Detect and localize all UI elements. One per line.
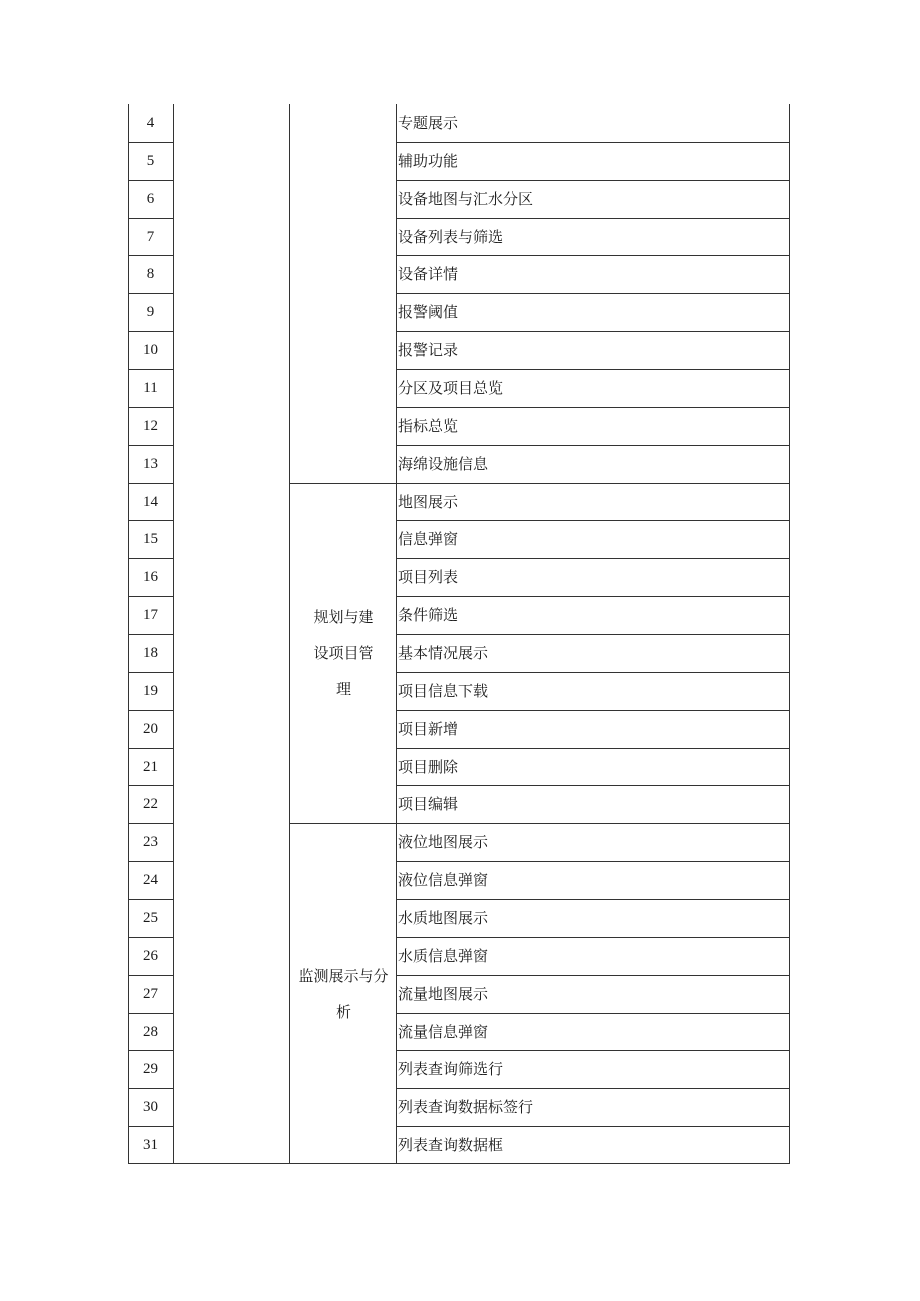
function-name: 报警记录 [398,341,459,360]
function-name: 指标总览 [398,416,459,435]
function-name: 设备列表与筛选 [398,227,504,246]
submodule-label-line: 监测展示与分 [298,966,389,985]
function-name: 地图展示 [398,492,459,511]
row-number: 19 [143,682,158,699]
group-divider [289,823,397,824]
function-name: 项目删除 [398,757,459,776]
function-name: 流量信息弹窗 [398,1022,489,1041]
row-number: 16 [143,569,158,586]
function-table [128,104,790,1164]
function-name: 设备详情 [398,265,459,284]
row-number: 27 [143,985,158,1002]
function-name: 分区及项目总览 [398,378,504,397]
row-number: 12 [143,417,158,434]
function-name: 列表查询筛选行 [398,1060,504,1079]
row-number: 9 [146,304,155,321]
row-number: 14 [143,493,158,510]
row-number: 11 [143,379,158,396]
function-name: 设备地图与汇水分区 [398,189,534,208]
function-name: 水质信息弹窗 [398,946,489,965]
function-name: 项目编辑 [398,795,459,814]
row-number: 24 [143,872,158,889]
function-name: 项目新增 [398,719,459,738]
row-number: 4 [146,115,155,131]
submodule-label-line: 规划与建 [313,607,374,626]
function-name: 报警阈值 [398,303,459,322]
row-number: 31 [143,1137,158,1154]
function-name: 基本情况展示 [398,643,489,662]
row-number: 22 [143,796,158,813]
row-number: 26 [143,947,158,964]
row-number: 29 [143,1061,158,1078]
function-name: 专题展示 [398,114,459,132]
submodule-label-line: 理 [335,679,351,698]
row-number: 8 [146,266,155,283]
function-name: 项目列表 [398,568,459,587]
submodule-label [291,599,396,707]
submodule-label [291,958,396,1030]
function-name: 信息弹窗 [398,530,459,549]
row-number: 15 [143,531,158,548]
submodule-label-line: 设项目管 [313,643,374,662]
row-number: 23 [143,834,158,851]
group-divider [289,483,397,484]
row-number: 13 [143,455,158,472]
row-number: 28 [143,1023,158,1040]
function-name: 项目信息下载 [398,681,489,700]
row-number: 30 [143,1099,158,1116]
column-divider-2 [289,104,290,1164]
function-name: 液位地图展示 [398,833,489,852]
submodule-label-line: 析 [335,1002,351,1021]
function-name: 水质地图展示 [398,908,489,927]
row-number: 5 [146,152,155,169]
function-name: 液位信息弹窗 [398,871,489,890]
function-name: 列表查询数据标签行 [398,1098,534,1117]
row-number: 7 [146,228,155,245]
function-name: 列表查询数据框 [398,1136,504,1155]
row-number: 10 [143,342,158,359]
function-name: 条件筛选 [398,606,459,625]
row-number: 17 [143,607,158,624]
function-name: 海绵设施信息 [398,454,489,473]
row-number: 20 [143,720,158,737]
row-number: 25 [143,909,158,926]
function-name: 流量地图展示 [398,984,489,1003]
row-number: 21 [143,758,158,775]
function-name: 辅助功能 [398,151,459,170]
row-number: 18 [143,644,158,661]
row-number: 6 [146,190,155,207]
